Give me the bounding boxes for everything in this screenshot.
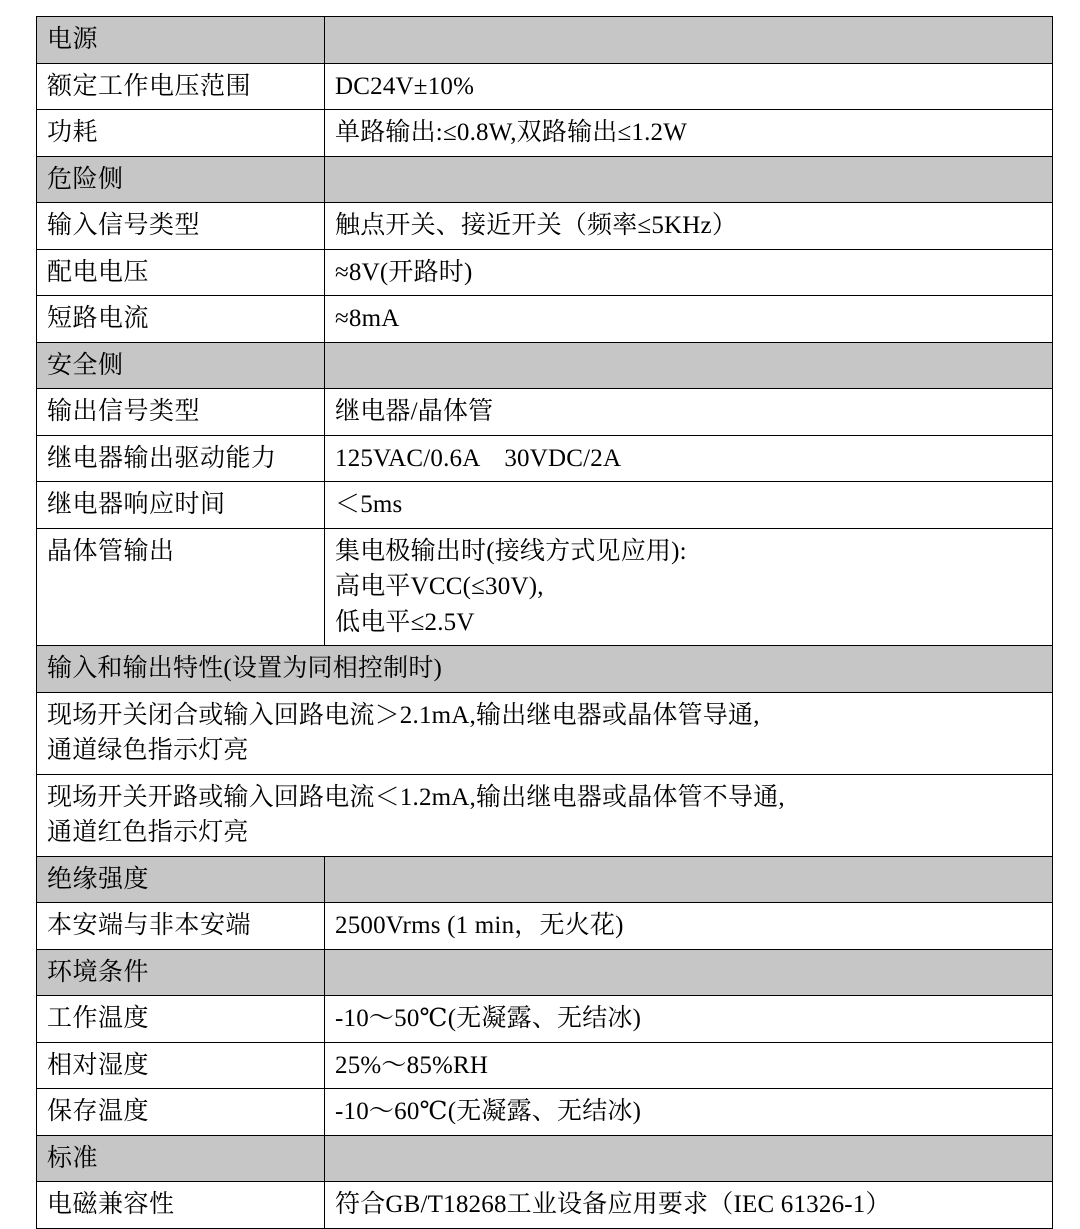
table-row [37,342,1053,389]
table-row [37,110,1053,157]
table-row [37,389,1053,436]
table-row [37,482,1053,529]
table-row [37,1089,1053,1136]
row-text-line: 现场开关闭合或输入回路电流＞2.1mA,输出继电器或晶体管导通, [47,701,760,729]
row-label: 继电器响应时间 [37,482,325,529]
row-label: 电磁兼容性 [37,1182,325,1229]
row-text-line: 现场开关开路或输入回路电流＜1.2mA,输出继电器或晶体管不导通, [47,783,785,811]
row-label: 相对湿度 [37,1042,325,1089]
row-value: 触点开关、接近开关（频率≤5KHz） [325,203,1053,250]
row-label: 功耗 [37,110,325,157]
section-value [325,156,1053,203]
section-label: 电源 [37,17,325,64]
row-label: 晶体管输出 [37,528,325,646]
table-row [37,528,1053,646]
row-text-line: 通道绿色指示灯亮 [47,737,249,764]
row-label: 输出信号类型 [37,389,325,436]
row-label: 配电电压 [37,249,325,296]
row-value-line: 高电平VCC(≤30V), [335,573,544,600]
row-label: 额定工作电压范围 [37,63,325,110]
row-label: 输入信号类型 [37,203,325,250]
section-value [325,1135,1053,1182]
section-label: 绝缘强度 [37,856,325,903]
table-row [37,17,1053,64]
row-text-line: 通道红色指示灯亮 [47,819,249,846]
row-value: ≈8V(开路时) [325,249,1053,296]
table-row [37,1135,1053,1182]
row-fulltext [37,692,1053,774]
row-label: 保存温度 [37,1089,325,1136]
row-value: 单路输出:≤0.8W,双路输出≤1.2W [325,110,1053,157]
row-value: 符合GB/T18268工业设备应用要求（IEC 61326-1） [325,1182,1053,1229]
row-value-multiline [325,528,1053,646]
row-value: 2500Vrms (1 min，无火花) [325,903,1053,950]
section-value [325,342,1053,389]
row-label: 工作温度 [37,996,325,1043]
row-value: 25%～85%RH [325,1042,1053,1089]
table-row [37,856,1053,903]
row-value: 继电器/晶体管 [325,389,1053,436]
row-value-line: 集电极输出时(接线方式见应用): [335,537,687,565]
row-value: 125VAC/0.6A 30VDC/2A [325,435,1053,482]
section-label: 输入和输出特性(设置为同相控制时) [37,646,1053,693]
table-row [37,1182,1053,1229]
table-row [37,203,1053,250]
table-row [37,249,1053,296]
row-value: DC24V±10% [325,63,1053,110]
section-label: 危险侧 [37,156,325,203]
section-label: 安全侧 [37,342,325,389]
table-row [37,949,1053,996]
row-value: -10～60℃(无凝露、无结冰) [325,1089,1053,1136]
row-value: -10～50℃(无凝露、无结冰) [325,996,1053,1043]
table-row [37,903,1053,950]
table-row [37,435,1053,482]
table-row [37,692,1053,774]
section-label: 标准 [37,1135,325,1182]
row-value-line: 低电平≤2.5V [335,608,475,636]
row-label: 短路电流 [37,296,325,343]
row-value: ≈8mA [325,296,1053,343]
table-row [37,996,1053,1043]
table-row [37,63,1053,110]
table-row [37,646,1053,693]
row-label: 本安端与非本安端 [37,903,325,950]
section-label: 环境条件 [37,949,325,996]
section-value [325,949,1053,996]
row-value: ＜5ms [325,482,1053,529]
table-row [37,774,1053,856]
section-value [325,856,1053,903]
table-row [37,296,1053,343]
section-value [325,17,1053,64]
table-row [37,1042,1053,1089]
specification-table [36,16,1053,1229]
row-fulltext [37,774,1053,856]
table-body [37,17,1053,1229]
row-label: 继电器输出驱动能力 [37,435,325,482]
table-row [37,156,1053,203]
